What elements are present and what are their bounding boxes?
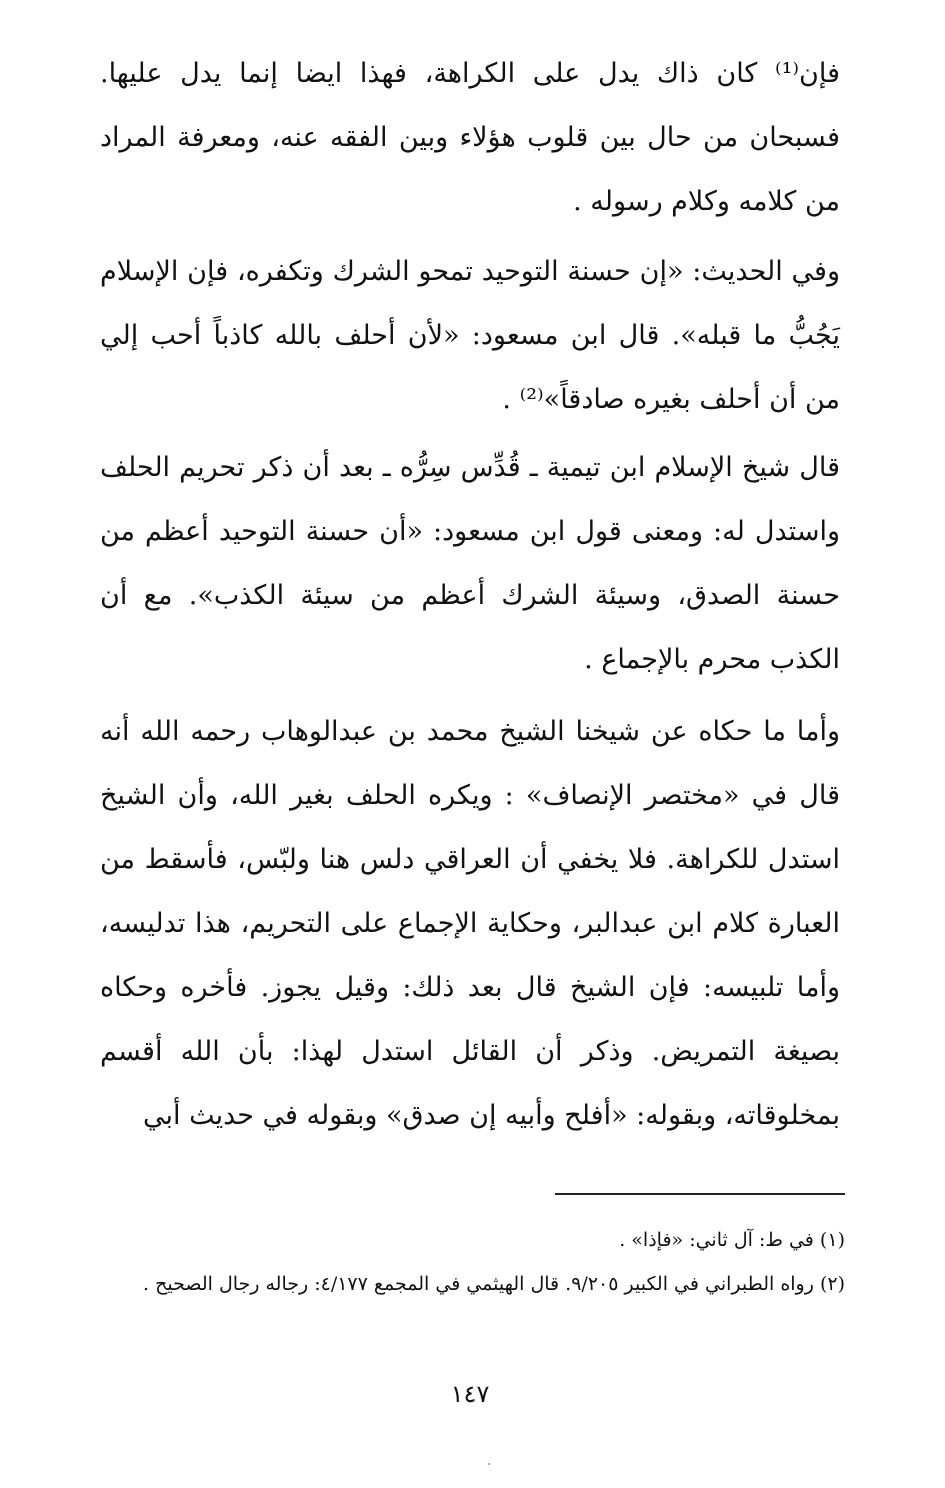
body-paragraph-2: وفي الحديث: «إن حسنة التوحيد تمحو الشرك وتكفره، فإن الإسلام يَجُبُّ ما قبله». قال ابن مسعود: «لأن أحلف بالله كاذباً أحب إلي من أن أحلف بغيره صادقاً»⁽²⁾ . bbox=[100, 256, 840, 415]
footnote-1: (١) في ط: آل ثاني: «فإذا» . bbox=[619, 1229, 845, 1251]
body-paragraph-4: وأما ما حكاه عن شيخنا الشيخ محمد بن عبدالوهاب رحمه الله أنه قال في «مختصر الإنصاف» : ويكره الحلف بغير الله، وأن الشيخ استدل للكراهة. فلا يخفي أن العراقي دلس هنا ولبّس، فأسقط من العبارة كلام ابن عبدالبر، وحكاية الإجماع على التحريم، هذا تدليسه، وأما تلبيسه: فإن الشيخ قال بعد ذلك: وقيل يجوز. فأخره وحكاه بصيغة التمريض. وذكر أن القائل استدل لهذا: بأن الله أقسم بمخلوقاته، وبقوله: «أفلح وأبيه إن صدق» وبقوله في حديث أبي bbox=[100, 716, 840, 1131]
page-number: ١٤٧ bbox=[450, 1380, 490, 1408]
scan-speck bbox=[488, 1463, 490, 1465]
body-paragraph-3: قال شيخ الإسلام ابن تيمية ـ قُدِّس سِرُّه ـ بعد أن ذكر تحريم الحلف واستدل له: ومعنى قول ابن مسعود: «أن حسنة التوحيد أعظم من حسنة الصدق، وسيئة الشرك أعظم من سيئة الكذب». مع أن الكذب محرم بالإجماع . bbox=[100, 452, 840, 675]
footnote-separator bbox=[555, 1193, 845, 1195]
footnote-2: (٢) رواه الطبراني في الكبير ٩/٢٠٥. قال الهيثمي في المجمع ٤/١٧٧: رجاله رجال الصحيح . bbox=[143, 1273, 845, 1295]
body-paragraph-1: فإن⁽¹⁾ كان ذاك يدل على الكراهة، فهذا ايضا إنما يدل عليها. فسبحان من حال بين قلوب هؤلاء وبين الفقه عنه، ومعرفة المراد من كلامه وكلام رسوله . bbox=[100, 58, 840, 217]
